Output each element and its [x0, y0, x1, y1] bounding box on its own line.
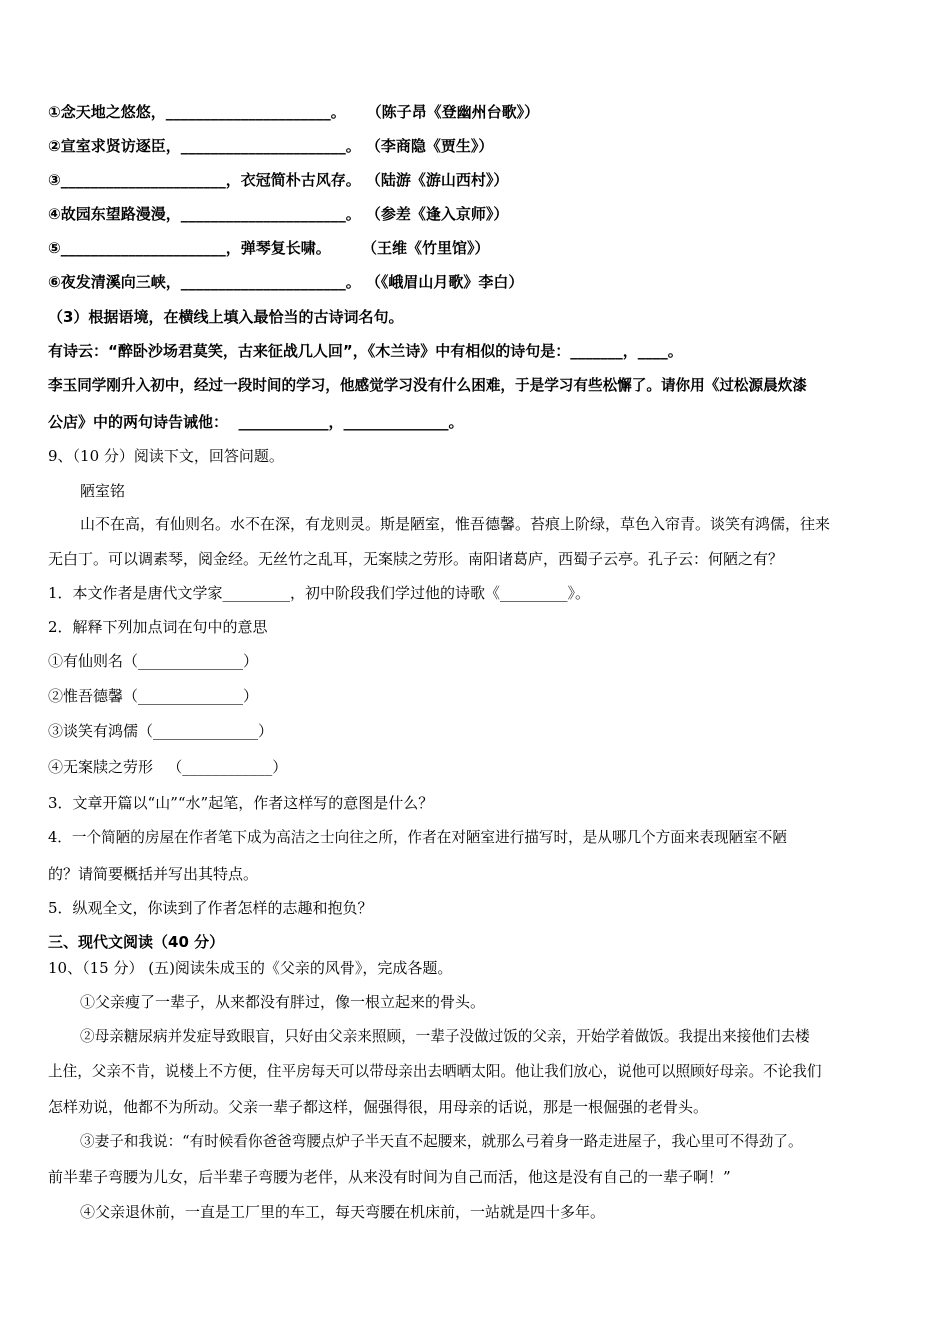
explain-item-4: ④无案牍之劳形 （____________） — [48, 758, 288, 776]
explain-item-1: ①有仙则名（______________） — [48, 652, 259, 670]
q10-header: 10、（15 分） (五)阅读朱成玉的《父亲的风骨》，完成各题。 — [48, 959, 453, 977]
passage-line-1: 山不在高，有仙则名。水不在深，有龙则灵。斯是陋室，惟吾德馨。苔痕上阶绿，草色入帘青。谈笑有鸿儒，往来 — [80, 515, 831, 533]
passage-line-2: 无白丁。可以调素琴，阅金经。无丝竹之乱耳，无案牍之劳形。南阳诸葛庐，西蜀子云亭。孔子云：何陋之有？ — [48, 550, 784, 568]
q3-title: （3）根据语境，在横线上填入最恰当的古诗词名句。 — [48, 308, 404, 326]
q9-sub-2: 2．解释下列加点词在句中的意思 — [48, 618, 268, 636]
recite-item-1: ①念天地之悠悠，______________________。 （陈子昂《登幽州台歌》） — [48, 103, 540, 121]
q9-sub-3: 3．文章开篇以“山”“水”起笔，作者这样写的意图是什么？ — [48, 794, 434, 812]
recite-item-6: ⑥夜发清溪向三峡，______________________。 （《峨眉山月歌》李白） — [48, 273, 524, 291]
para-4: ④父亲退休前，一直是工厂里的车工，每天弯腰在机床前，一站就是四十多年。 — [80, 1203, 606, 1221]
section-3-title: 三、现代文阅读（40 分） — [48, 933, 225, 951]
q9-header: 9、（10 分）阅读下文，回答问题。 — [48, 447, 284, 465]
para-3-line-1: ③妻子和我说：“有时候看你爸爸弯腰点炉子半天直不起腰来，就那么弓着身一路走进屋子，我心里可不得劲了。 — [80, 1133, 803, 1150]
explain-item-3: ③谈笑有鸿儒（______________） — [48, 722, 274, 740]
para-3-line-2: 前半辈子弯腰为儿女，后半辈子弯腰为老伴，从来没有时间为自己而活，他这是没有自己的一辈子啊！” — [48, 1168, 731, 1186]
para-2-line-3: 怎样劝说，他都不为所动。父亲一辈子都这样，倔强得很，用母亲的话说，那是一根倔强的老骨头。 — [48, 1098, 709, 1116]
q9-sub-5: 5．纵观全文，你读到了作者怎样的志趣和抱负？ — [48, 899, 373, 917]
q9-sub-1: 1．本文作者是唐代文学家_________，初中阶段我们学过他的诗歌《_________》。 — [48, 584, 591, 602]
q3-line-2: 李玉同学刚升入初中，经过一段时间的学习，他感觉学习没有什么困难，于是学习有些松懈了。请你用《过松源晨炊漆 — [48, 377, 807, 394]
recite-item-3: ③______________________，衣冠简朴古风存。 （陆游《游山西村》） — [48, 171, 509, 189]
para-2-line-2: 上住，父亲不肯，说楼上不方便，住平房每天可以带母亲出去晒晒太阳。他让我们放心，说他可以照顾好母亲。不论我们 — [48, 1063, 822, 1080]
recite-item-4: ④故园东望路漫漫，______________________。 （参差《逢入京师》） — [48, 205, 509, 223]
explain-item-2: ②惟吾德馨（______________） — [48, 687, 259, 705]
para-2-line-1: ②母亲糖尿病并发症导致眼盲，只好由父亲来照顾，一辈子没做过饭的父亲，开始学着做饭。我提出来接他们去楼 — [80, 1028, 810, 1045]
recite-item-5: ⑤______________________，弹琴复长啸。 （王维《竹里馆》） — [48, 239, 490, 257]
para-1: ①父亲瘦了一辈子，从来都没有胖过，像一根立起来的骨头。 — [80, 993, 486, 1011]
q3-line-1: 有诗云：“醉卧沙场君莫笑，古来征战几人回”，《木兰诗》中有相似的诗句是：_______，____。 — [48, 342, 683, 360]
passage-title: 陋室铭 — [80, 482, 126, 500]
q9-sub-4-line-2: 的？请简要概括并写出其特点。 — [48, 865, 259, 883]
q9-sub-4-line-1: 4．一个简陋的房屋在作者笔下成为高洁之士向往之所，作者在对陋室进行描写时，是从哪几个方面来表现陋室不陋 — [48, 829, 787, 846]
q3-line-3: 公店》中的两句诗告诫他： ____________，______________。 — [48, 413, 464, 431]
recite-item-2: ②宣室求贤访逐臣，______________________。 （李商隐《贾生》） — [48, 137, 494, 155]
